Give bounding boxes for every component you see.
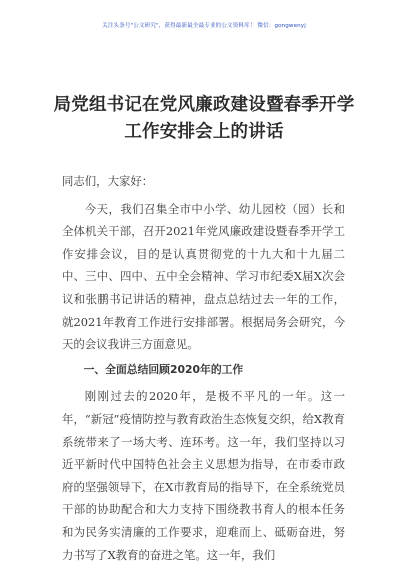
- section-heading: 一、全面总结回顾2020年的工作: [83, 362, 244, 376]
- salutation: 同志们，大家好：: [62, 174, 154, 188]
- header-note: 关注头条号"公文研究"，获得最新最全最专业的公文资料库！ 微信：gongwenyj: [102, 23, 306, 29]
- section-paragraph: 刚刚过去的2020年，是极不平凡的一年。这一年，“新冠”疫情防控与教育政治生态恢复交织，给X教育系统带来了一场大考、连环考。这一年，我们坚持以习近平新时代中国特色社会主义思想为指导，在市委市政府的坚强领导下，在X市教育局的指导下，在全系统党员干部的协助配合和大力支持下围绕教书育人的根本任务和为民务实清廉的工作要求，迎难而上、砥砺奋进，努力书写了X教育的奋进之笔。这一年，我们: [62, 389, 345, 562]
- intro-paragraph: 今天，我们召集全市中小学、幼儿园校（园）长和全体机关干部，召开2021年党风廉政建设暨春季开学工作安排会议，目的是认真贯彻党的十九大和十九届二中、三中、四中、五中全会精神、学习市纪委X届X次会议和张鹏书记讲话的精神，盘点总结过去一年的工作，就2021年教育工作进行安排部署。根据局务会研究，今天的会议我讲三方面意见。: [62, 201, 345, 352]
- speech-body: [62, 170, 345, 569]
- page-title: 局党组书记在党风廉政建设暨春季开学工作安排会上的讲话: [53, 95, 355, 142]
